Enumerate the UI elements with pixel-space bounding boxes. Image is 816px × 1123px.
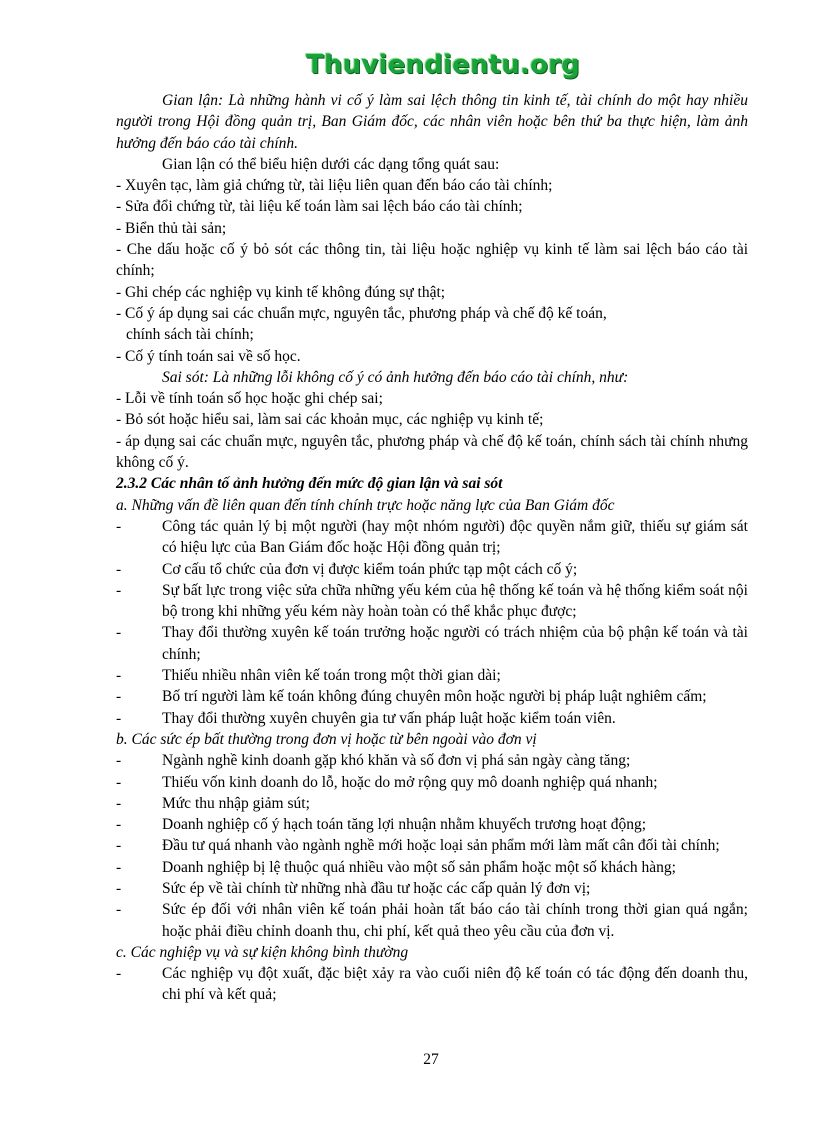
list-item — [116, 580, 748, 623]
subsection-a-heading: a. Những vấn đề liên quan đến tính chính trực hoặc năng lực của Ban Giám đốc — [116, 496, 615, 514]
dash-marker: - — [116, 581, 122, 599]
list-item-text: Công tác quản lý bị một người (hay một nhóm người) độc quyền nắm giữ, thiếu sự giám sát có hiệu lực của Ban Giám đốc hoặc Hội đồng quản trị; — [162, 517, 748, 557]
subsection-b-heading: b. Các sức ép bất thường trong đơn vị hoặc từ bên ngoài vào đơn vị — [116, 730, 537, 748]
dash-marker: - — [116, 773, 122, 791]
section-heading: 2.3.2 Các nhân tố ảnh hưởng đến mức độ gian lận và sai sót — [116, 475, 503, 493]
dash-marker: - — [116, 794, 122, 812]
list-item-text: Mức thu nhập giảm sút; — [162, 794, 310, 812]
list-item: - Bỏ sót hoặc hiểu sai, làm sai các khoản mục, các nghiệp vụ kinh tế; — [116, 411, 544, 429]
list-item-text: Các nghiệp vụ đột xuất, đặc biệt xảy ra vào cuối niên độ kế toán có tác động đến doanh thu, chi phí và kết quả; — [162, 965, 748, 1004]
list-item — [116, 793, 748, 814]
dash-marker: - — [116, 688, 122, 706]
list-item-continuation: chính sách tài chính; — [126, 326, 254, 344]
list-item-text: Cơ cấu tổ chức của đơn vị được kiểm toán phức tạp một cách cố ý; — [162, 560, 578, 578]
subsection-c-heading: c. Các nghiệp vụ và sự kiện không bình thường — [116, 943, 409, 961]
list-item: - Ghi chép các nghiệp vụ kinh tế không đúng sự thật; — [116, 283, 446, 301]
list-item: - Che dấu hoặc cố ý bỏ sót các thông tin, tài liệu hoặc nghiệp vụ kinh tế làm sai lệch báo cáo tài chính; — [116, 241, 748, 280]
list-item — [116, 963, 748, 1006]
dash-marker: - — [116, 667, 122, 685]
list-item-text: Thiếu vốn kinh doanh do lỗ, hoặc do mở rộng quy mô doanh nghiệp quá nhanh; — [162, 773, 658, 791]
list-item-text: Sự bất lực trong việc sửa chữa những yếu kém của hệ thống kế toán và hệ thống kiểm soát nội bộ trong khi những yếu kém này hoàn toàn có thể khắc phục được; — [162, 581, 748, 621]
list-item-text: Ngành nghề kinh doanh gặp khó khăn và số đơn vị phá sản ngày càng tăng; — [162, 752, 631, 770]
list-item-text: Doanh nghiệp cố ý hạch toán tăng lợi nhuận nhằm khuyếch trương hoạt động; — [162, 816, 647, 834]
dash-marker: - — [116, 560, 122, 578]
list-item — [116, 772, 748, 793]
list-item — [116, 622, 748, 665]
list-item-text: Doanh nghiệp bị lệ thuộc quá nhiều vào một số sản phẩm hoặc một số khách hàng; — [162, 858, 676, 876]
list-item — [116, 665, 748, 686]
list-item: - Cố ý áp dụng sai các chuẩn mực, nguyên tắc, phương pháp và chế độ kế toán, — [116, 304, 607, 322]
list-item — [116, 835, 748, 856]
page-number: 27 — [423, 1051, 439, 1068]
list-item-text: Thiếu nhiều nhân viên kế toán trong một thời gian dài; — [162, 667, 501, 685]
list-item-text: Thay đổi thường xuyên kế toán trưởng hoặc người có trách nhiệm của bộ phận kế toán và tài chính; — [162, 624, 748, 663]
list-item — [116, 814, 748, 835]
dash-marker: - — [116, 816, 122, 834]
list-item: - áp dụng sai các chuẩn mực, nguyên tắc, phương pháp và chế độ kế toán, chính sách tài chính nhưng không cố ý. — [116, 432, 748, 472]
dash-marker: - — [116, 624, 122, 642]
list-item: - Lỗi về tính toán số học hoặc ghi chép sai; — [116, 390, 383, 408]
list-item — [116, 857, 748, 878]
dash-marker: - — [116, 901, 122, 919]
list-item-text: Thay đổi thường xuyên chuyên gia tư vấn pháp luật hoặc kiểm toán viên. — [162, 709, 616, 727]
list-item: - Sửa đổi chứng từ, tài liệu kế toán làm sai lệch báo cáo tài chính; — [116, 198, 523, 216]
list-item — [116, 750, 748, 771]
list-item — [116, 559, 748, 580]
list-item: - Biển thủ tài sản; — [116, 219, 227, 237]
list-item — [116, 878, 748, 899]
dash-marker: - — [116, 517, 122, 535]
fraud-definition: Gian lận: Là những hành vi cố ý làm sai lệch thông tin kinh tế, tài chính do một hay nhiều người trong Hội đồng quản trị, Ban Giám đốc, các nhân viên hoặc bên thứ ba thực hiện, làm ảnh hưởng đến báo cáo tài chính. — [116, 92, 748, 152]
list-item — [116, 899, 748, 942]
list-item-text: Bố trí người làm kế toán không đúng chuyên môn hoặc người bị pháp luật nghiêm cấm; — [162, 688, 707, 706]
list-item-text: Sức ép đối với nhân viên kế toán phải hoàn tất báo cáo tài chính trong thời gian quá ngắn; hoặc phải điều chỉnh doanh thu, chi phí, kết quả theo yêu cầu của đơn vị. — [162, 901, 748, 940]
list-item-text: Đầu tư quá nhanh vào ngành nghề mới hoặc loại sản phẩm mới làm mất cân đối tài chính; — [162, 837, 720, 855]
dash-marker: - — [116, 752, 122, 770]
list-item — [116, 708, 748, 729]
error-definition: Sai sót: Là những lỗi không cố ý có ảnh hưởng đến báo cáo tài chính, như: — [162, 368, 629, 386]
list-item-text: Sức ép về tài chính từ những nhà đầu tư hoặc các cấp quản lý đơn vị; — [162, 879, 591, 897]
list-item: - Cố ý tính toán sai về số học. — [116, 347, 301, 365]
dash-marker: - — [116, 858, 122, 876]
fraud-forms-intro: Gian lận có thể biểu hiện dưới các dạng tổng quát sau: — [162, 155, 500, 173]
list-item — [116, 516, 748, 559]
list-item: - Xuyên tạc, làm giả chứng từ, tài liệu liên quan đến báo cáo tài chính; — [116, 177, 553, 195]
list-item — [116, 686, 748, 707]
document-body — [116, 90, 748, 1006]
site-logo[interactable]: Thuviendientu.org — [306, 50, 580, 80]
dash-marker: - — [116, 879, 122, 897]
dash-marker: - — [116, 965, 122, 983]
dash-marker: - — [116, 709, 122, 727]
dash-marker: - — [116, 837, 122, 855]
